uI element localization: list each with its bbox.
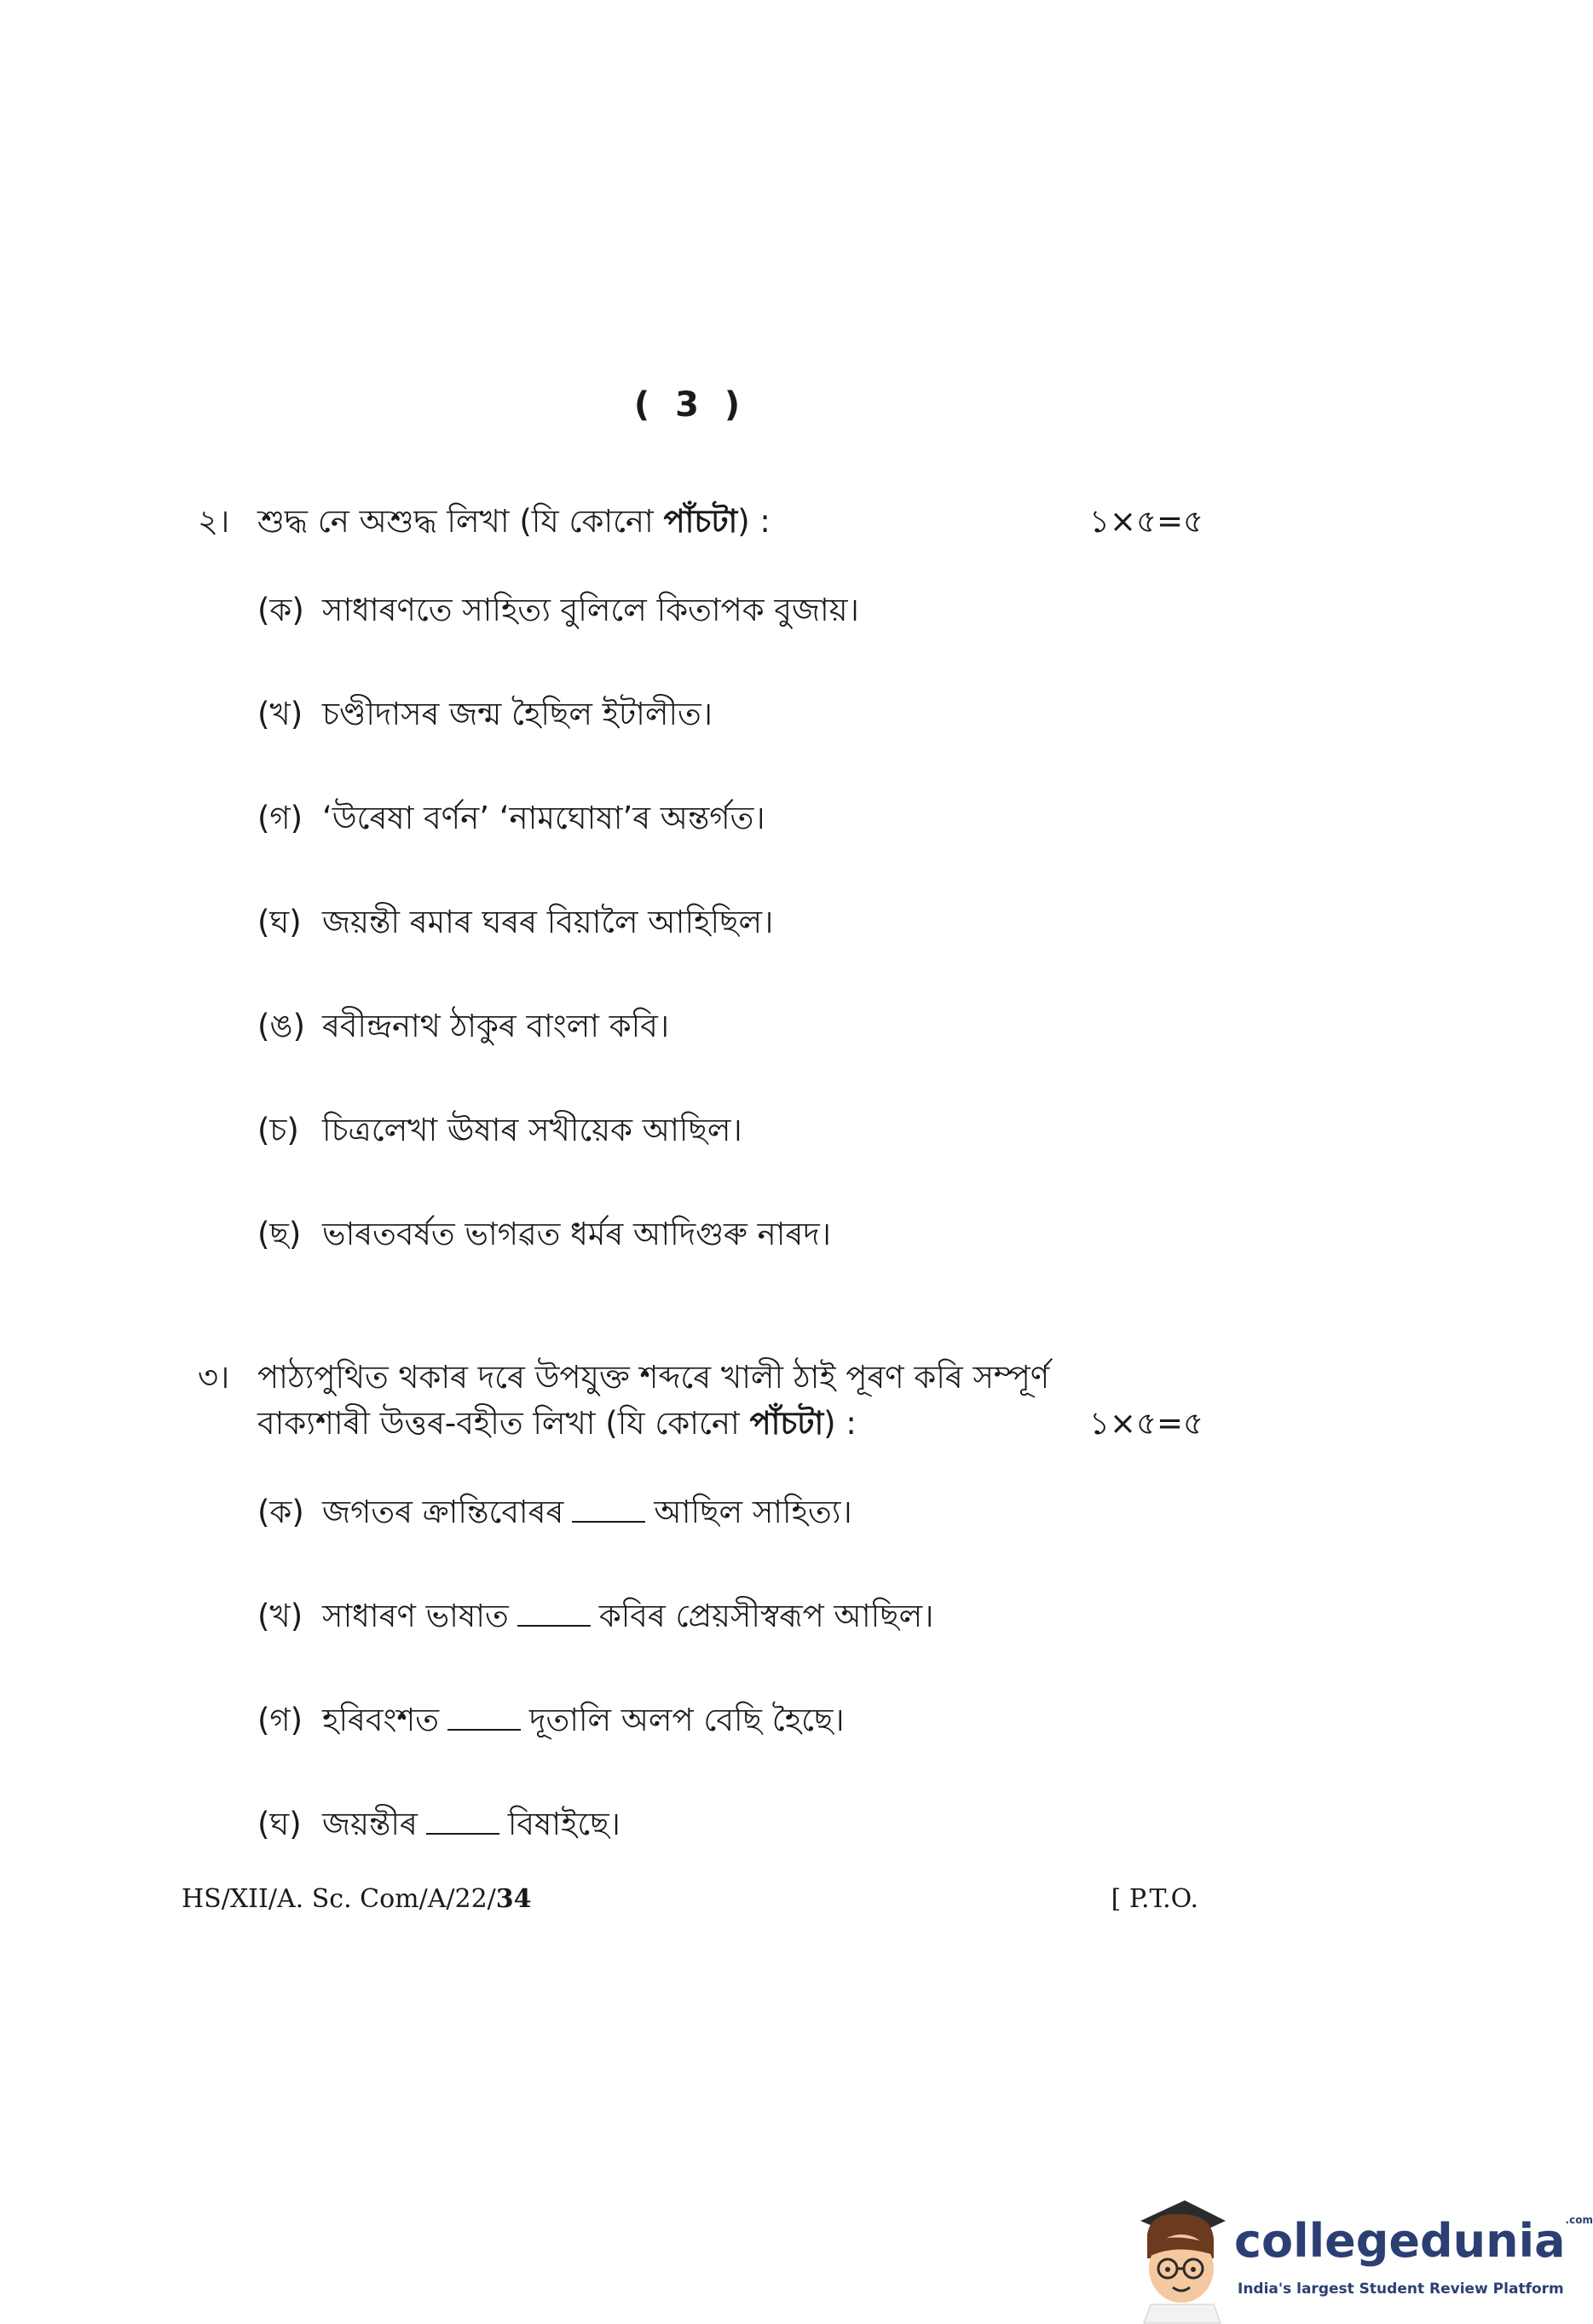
question-2-item: (চ) চিত্ৰলেখা ঊষাৰ সখীয়েক আছিল। — [257, 1112, 742, 1148]
brand-name: collegedunia$^{.com}$ — [1234, 2214, 1593, 2268]
fill-blank — [517, 1598, 591, 1627]
question-3-text-line1: পাঠ্যপুথিত থকাৰ দৰে উপযুক্ত শব্দৰে খালী ঠাই পূৰণ কৰি সম্পূৰ্ণ — [257, 1359, 1050, 1396]
question-2-number: ২। — [198, 503, 230, 540]
question-3-heading-line2 — [198, 1398, 1203, 1449]
question-2-item: (ঘ) জয়ন্তী ৰমাৰ ঘৰৰ বিয়ালৈ আহিছিল। — [257, 904, 774, 940]
question-2-item: (গ) ‘উৰেষা বৰ্ণন’ ‘নামঘোষা’ৰ অন্তৰ্গত। — [257, 800, 765, 836]
paper-code: HS/XII/A. Sc. Com/A/22/34 — [182, 1884, 532, 1914]
question-2-item: (ক) সাধাৰণতে সাহিত্য বুলিলে কিতাপক বুজায়। — [257, 592, 859, 628]
question-3-item: (গ) হৰিবংশত দূতালি অলপ বেছি হৈছে। — [257, 1702, 845, 1738]
question-3-marks: ১×৫=৫ — [1088, 1405, 1203, 1442]
student-mascot-icon — [1125, 2195, 1236, 2323]
question-2-text: শুদ্ধ নে অশুদ্ধ লিখা (যি কোনো পাঁচটা) : — [257, 503, 771, 540]
page-number: ( 3 ) — [633, 385, 747, 425]
fill-blank — [572, 1494, 645, 1523]
question-3-item: (ঘ) জয়ন্তীৰ বিষাইছে। — [257, 1806, 620, 1842]
question-2-item: (ছ) ভাৰতবৰ্ষত ভাগৱত ধৰ্মৰ আদিগুৰু নাৰদ। — [257, 1216, 831, 1252]
question-3-number: ৩। — [198, 1359, 230, 1396]
question-3-text-line2: বাক্যশাৰী উত্তৰ-বহীত লিখা (যি কোনো পাঁচটা) : — [257, 1405, 857, 1442]
question-3-item: (খ) সাধাৰণ ভাষাত কবিৰ প্ৰেয়সীস্বৰূপ আছিল। — [257, 1598, 934, 1634]
fill-blank — [426, 1806, 499, 1835]
fill-blank — [447, 1702, 521, 1731]
brand-tagline: India's largest Student Review Platform — [1238, 2281, 1564, 2298]
question-2-marks: ১×৫=৫ — [1088, 503, 1203, 540]
question-2-heading — [198, 496, 1203, 547]
question-2-item: (খ) চণ্ডীদাসৰ জন্ম হৈছিল ইটালীত। — [257, 696, 713, 732]
question-3-item: (ক) জগতৰ ক্ৰান্তিবোৰৰ আছিল সাহিত্য। — [257, 1494, 852, 1530]
question-2-item: (ঙ) ৰবীন্দ্ৰনাথ ঠাকুৰ বাংলা কবি। — [257, 1008, 670, 1044]
question-3-heading — [198, 1352, 1203, 1403]
collegedunia-watermark — [1125, 2195, 1593, 2323]
pto-label: [ P.T.O. — [1111, 1884, 1198, 1914]
